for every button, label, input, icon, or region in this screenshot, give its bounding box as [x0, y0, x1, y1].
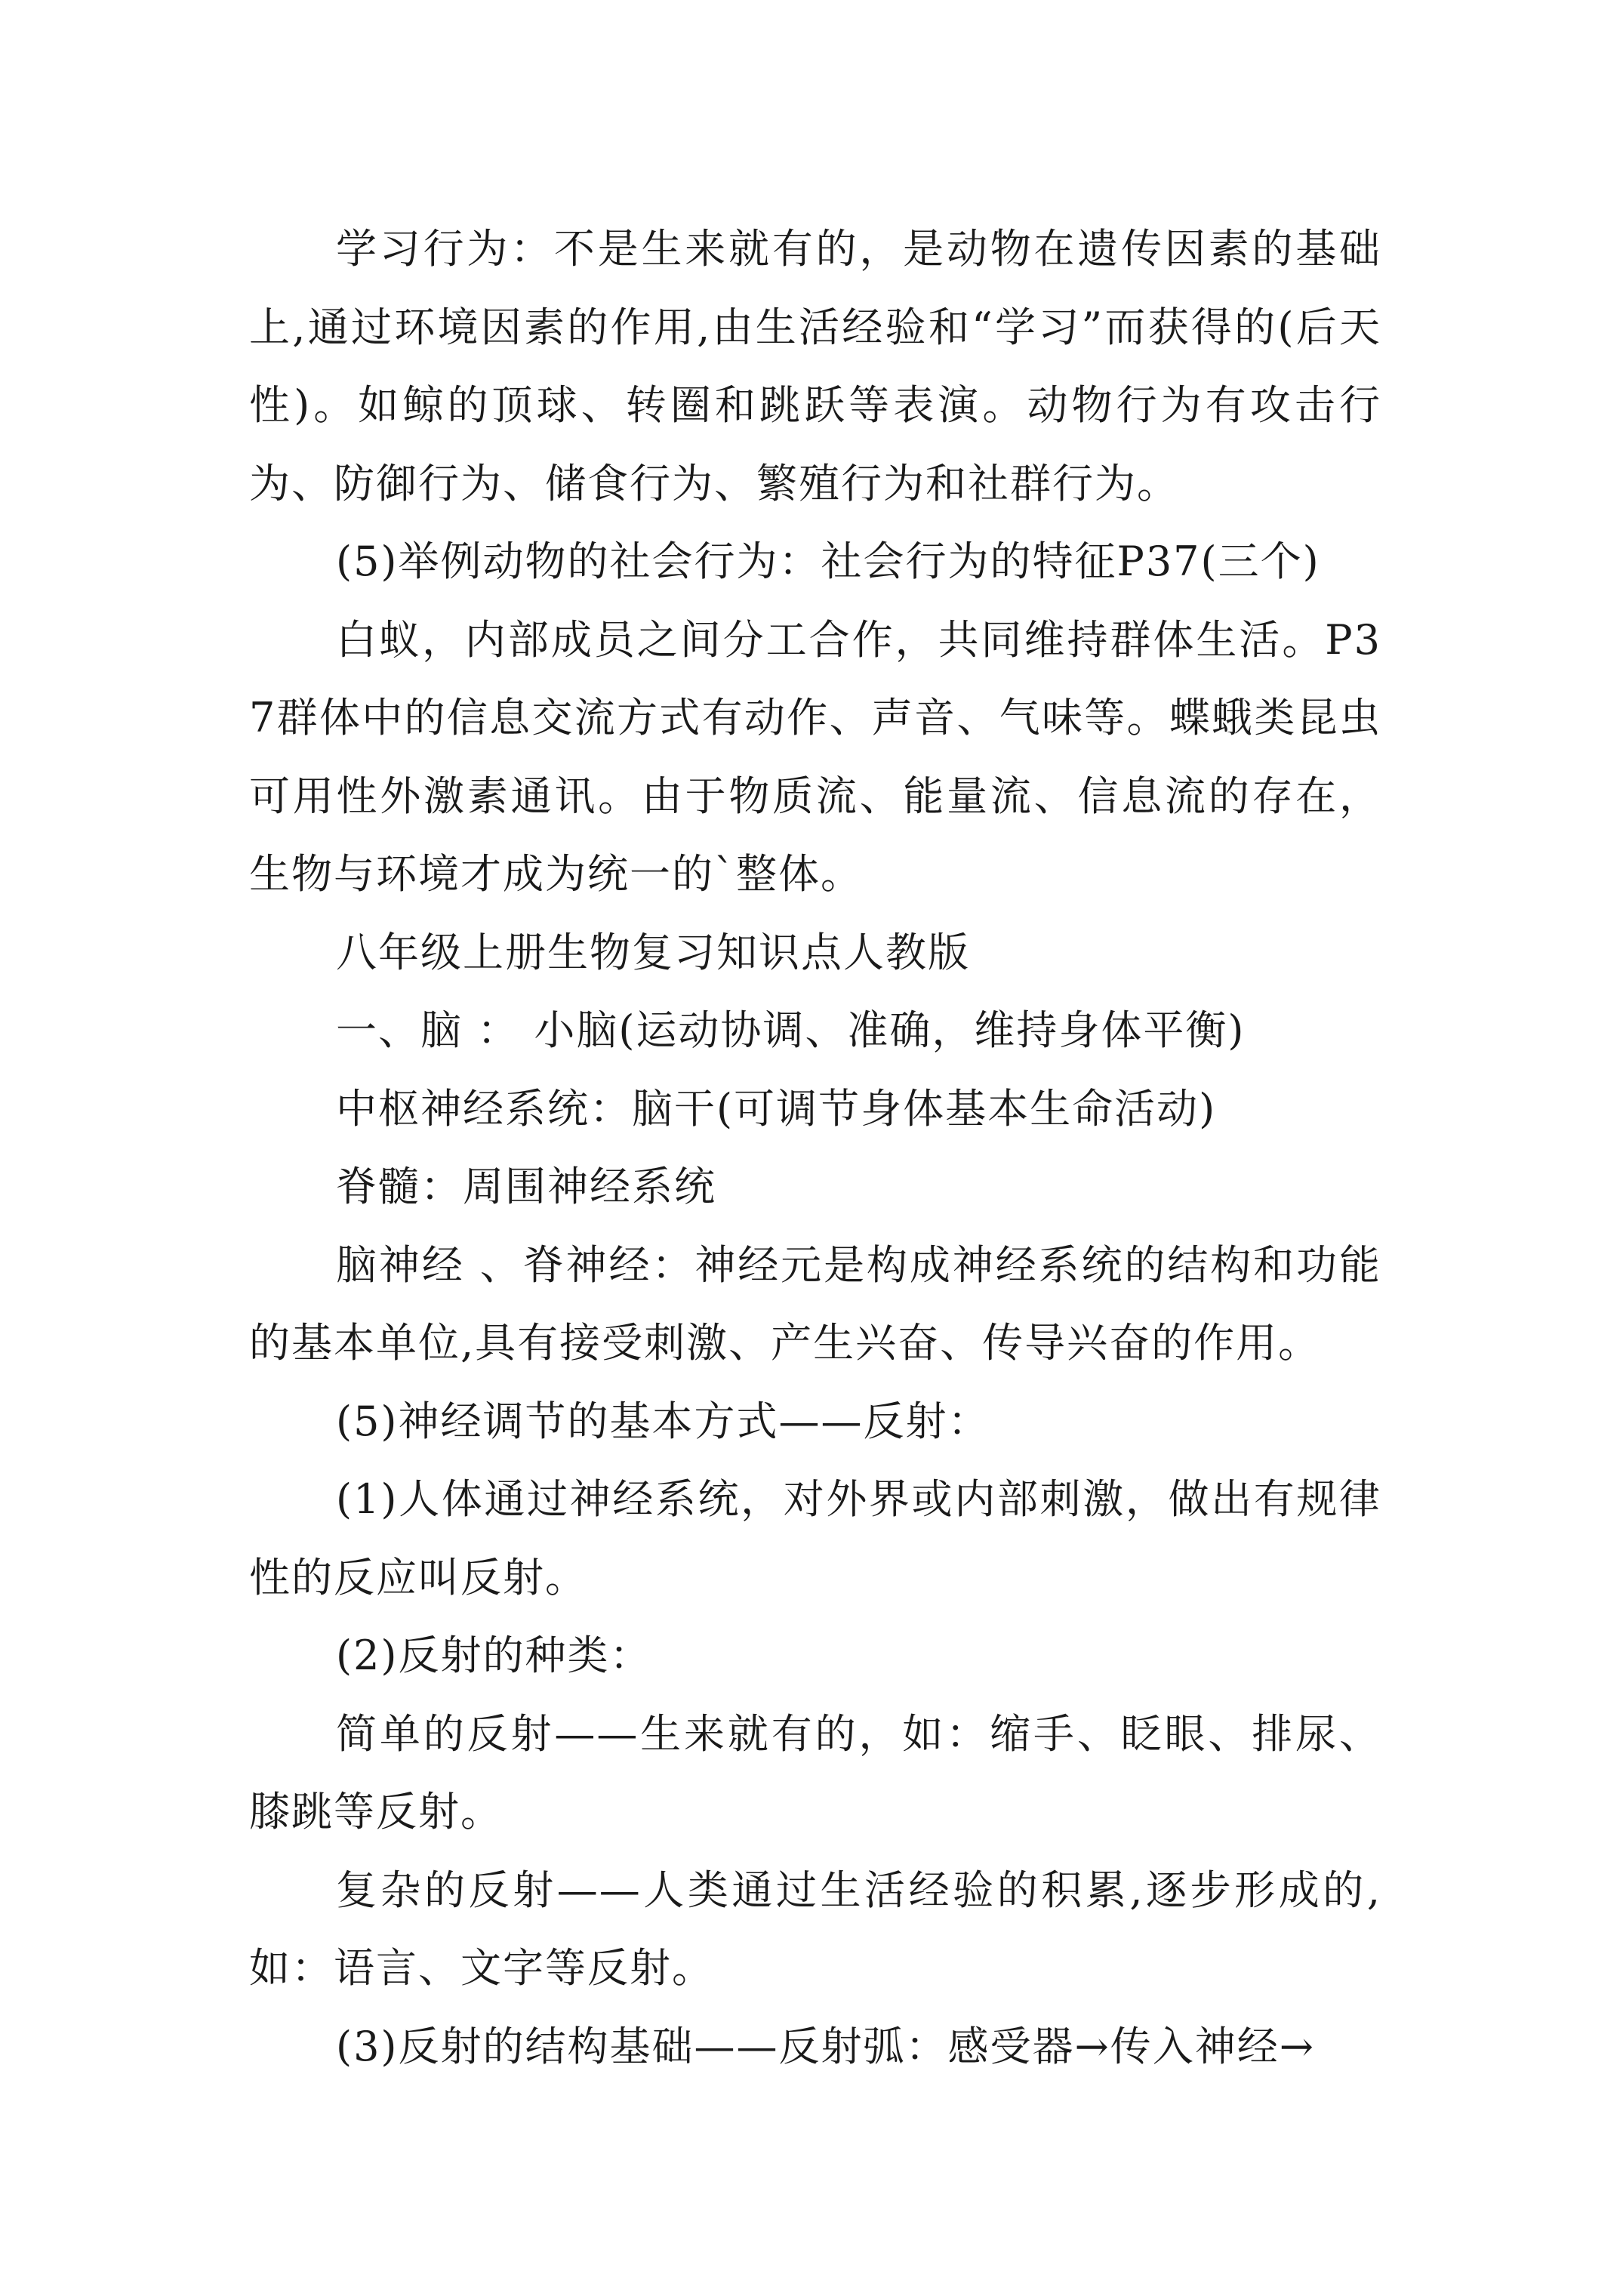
paragraph-simple-reflex: 简单的反射——生来就有的，如：缩手、眨眼、排尿、膝跳等反射。	[249, 1709, 1381, 1835]
paragraph-social-behavior-heading: (5)举例动物的社会行为：社会行为的特征P37(三个)	[336, 538, 1320, 585]
paragraph-learning-behavior: 学习行为：不是生来就有的，是动物在遗传因素的基础上,通过环境因素的作用,由生活经验和“学习”而获得的(后天性)。如鲸的顶球、转圈和跳跃等表演。动物行为有攻击行为、防御行为、储食行为、繁殖行为和社群行为。	[249, 225, 1381, 507]
paragraph-brain: 一、脑 ： 小脑(运动协调、准确，维持身体平衡)	[336, 1006, 1246, 1054]
paragraph-reflex-heading: (5)神经调节的基本方式——反射：	[336, 1397, 990, 1445]
paragraph-complex-reflex: 复杂的反射——人类通过生活经验的积累,逐步形成的,如：语言、文字等反射。	[249, 1866, 1381, 1992]
section-title: 八年级上册生物复习知识点人教版	[336, 928, 970, 976]
paragraph-termites: 白蚁，内部成员之间分工合作，共同维持群体生活。P37群体中的信息交流方式有动作、声音、气味等。蝶蛾类昆虫可用性外激素通讯。由于物质流、能量流、信息流的存在，生物与环境才成为统一的`整体。	[249, 615, 1381, 898]
paragraph-reflex-definition: (1)人体通过神经系统，对外界或内部刺激，做出有规律性的反应叫反射。	[249, 1475, 1381, 1601]
paragraph-neuron: 脑神经 、脊神经：神经元是构成神经系统的结构和功能的基本单位,具有接受刺激、产生兴奋、传导兴奋的作用。	[249, 1240, 1381, 1367]
document-body	[249, 210, 1381, 2085]
paragraph-spinal-cord: 脊髓：周围神经系统	[336, 1163, 716, 1210]
paragraph-reflex-types: (2)反射的种类：	[336, 1632, 652, 1679]
paragraph-central-nervous-system: 中枢神经系统：脑干(可调节身体基本生命活动)	[336, 1084, 1217, 1133]
paragraph-reflex-arc: (3)反射的结构基础——反射弧：感受器→传入神经→	[336, 2022, 1315, 2070]
